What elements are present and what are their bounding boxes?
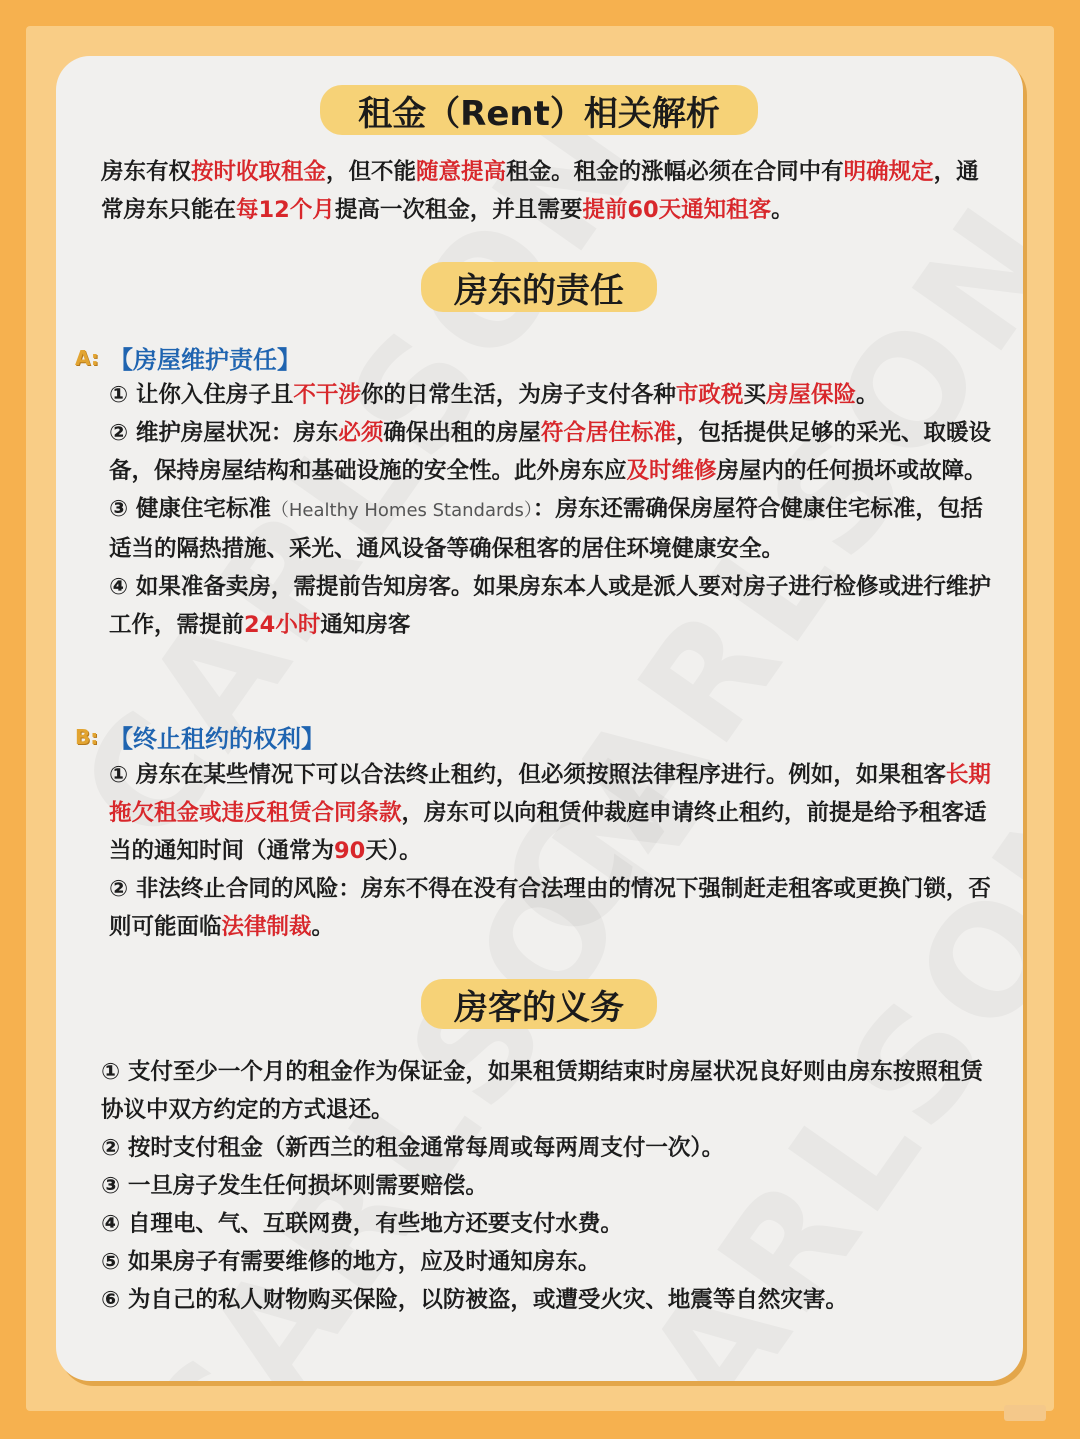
section-a-list (109, 376, 999, 644)
highlight: 随意提高 (416, 159, 507, 185)
highlight: 每12个月 (236, 197, 335, 223)
section-letter: A: (75, 345, 99, 370)
text: 租金。租金的涨幅必须在合同中有 (506, 159, 844, 185)
text: 你的日常生活，为房子支付各种 (360, 382, 676, 408)
highlight: 符合居住标准 (540, 420, 676, 446)
page-title: 租金（Rent）相关解析 (320, 85, 758, 135)
text: ④ 如果准备卖房，需提前告知房客。如果房东本人或是派人要对房子进行检修或进行维护工作，需提前 (109, 574, 991, 638)
section-b-list (109, 756, 999, 946)
text: 。 (771, 197, 794, 223)
text: ，房东可以向租赁仲裁庭申请终止租约，前提是给予租客适当的通知时间（通常为 (109, 800, 987, 864)
tenant-heading: 房客的义务 (421, 979, 657, 1029)
text: ，但不能 (326, 159, 417, 185)
section-b-label (75, 719, 325, 754)
list-item (109, 496, 983, 562)
text: 确保出租的房屋 (383, 420, 541, 446)
list-item: ② 按时支付租金（新西兰的租金通常每周或每两周支付一次）。 (101, 1135, 725, 1161)
highlight: 房屋保险 (765, 382, 856, 408)
text: ② 维护房屋状况：房东 (109, 420, 339, 446)
highlight: 不干涉 (293, 382, 361, 408)
text: 。 (855, 382, 879, 408)
text: 通知房客 (320, 612, 411, 638)
text: 房东有权 (101, 159, 192, 185)
highlight: 长期拖欠租金或违反租赁合同条款 (109, 762, 991, 826)
highlight: 法律制裁 (221, 914, 312, 940)
text: 。 (311, 914, 335, 940)
text: ，通常房东只能在 (101, 159, 979, 223)
list-item (109, 762, 991, 864)
highlight: 及时维修 (626, 458, 717, 484)
text: 提高一次租金，并且需要 (334, 197, 583, 223)
highlight: 90 (334, 838, 366, 864)
list-item: ① 支付至少一个月的租金作为保证金，如果租赁期结束时房屋状况良好则由房东按照租赁协议中双方约定的方式退还。 (101, 1059, 983, 1123)
list-item (109, 382, 878, 408)
section-a-label (75, 340, 301, 375)
english-term: （Healthy Homes Standards） (270, 500, 533, 521)
list-item: ③ 一旦房子发生任何损坏则需要赔偿。 (101, 1173, 488, 1199)
text: ② 非法终止合同的风险：房东不得在没有合法理由的情况下强制赶走租客或更换门锁，否则可能面临 (109, 876, 991, 940)
highlight: 24小时 (244, 612, 321, 638)
list-item: ④ 自理电、气、互联网费，有些地方还要支付水费。 (101, 1211, 623, 1237)
text: ① 房东在某些情况下可以合法终止租约，但必须按照法律程序进行。例如，如果租客 (109, 762, 946, 788)
text: ① 让你入住房子且 (109, 382, 294, 408)
landlord-heading: 房东的责任 (421, 262, 657, 312)
text: 天）。 (365, 838, 422, 864)
tenant-list (101, 1053, 997, 1319)
list-item (109, 420, 991, 484)
section-letter: B: (75, 724, 99, 749)
highlight: 按时收取租金 (191, 159, 327, 185)
list-item: ⑥ 为自己的私人财物购买保险，以防被盗，或遭受火灾、地震等自然灾害。 (101, 1287, 848, 1313)
list-item (109, 876, 991, 940)
highlight: 必须 (338, 420, 384, 446)
highlight: 明确规定 (843, 159, 934, 185)
section-title: 【终止租约的权利】 (109, 725, 325, 753)
highlight: 市政税 (675, 382, 744, 408)
rent-paragraph (101, 153, 989, 229)
text: ，包括提供足够的采光、取暖设备，保持房屋结构和基础设施的安全性。此外房东应 (109, 420, 991, 484)
list-item (109, 574, 991, 638)
section-title: 【房屋维护责任】 (109, 346, 301, 374)
text: 买 (743, 382, 766, 408)
text: ③ 健康住宅标准 (109, 496, 271, 522)
corner-stamp (1004, 1405, 1046, 1421)
highlight: 提前60天通知租客 (582, 197, 772, 223)
list-item: ⑤ 如果房子有需要维修的地方，应及时通知房东。 (101, 1249, 601, 1275)
text: 房屋内的任何损坏或故障。 (716, 458, 987, 484)
text: ：房东还需确保房屋符合健康住宅标准，包括适当的隔热措施、采光、通风设备等确保租客的居住环境健康安全。 (109, 496, 983, 562)
